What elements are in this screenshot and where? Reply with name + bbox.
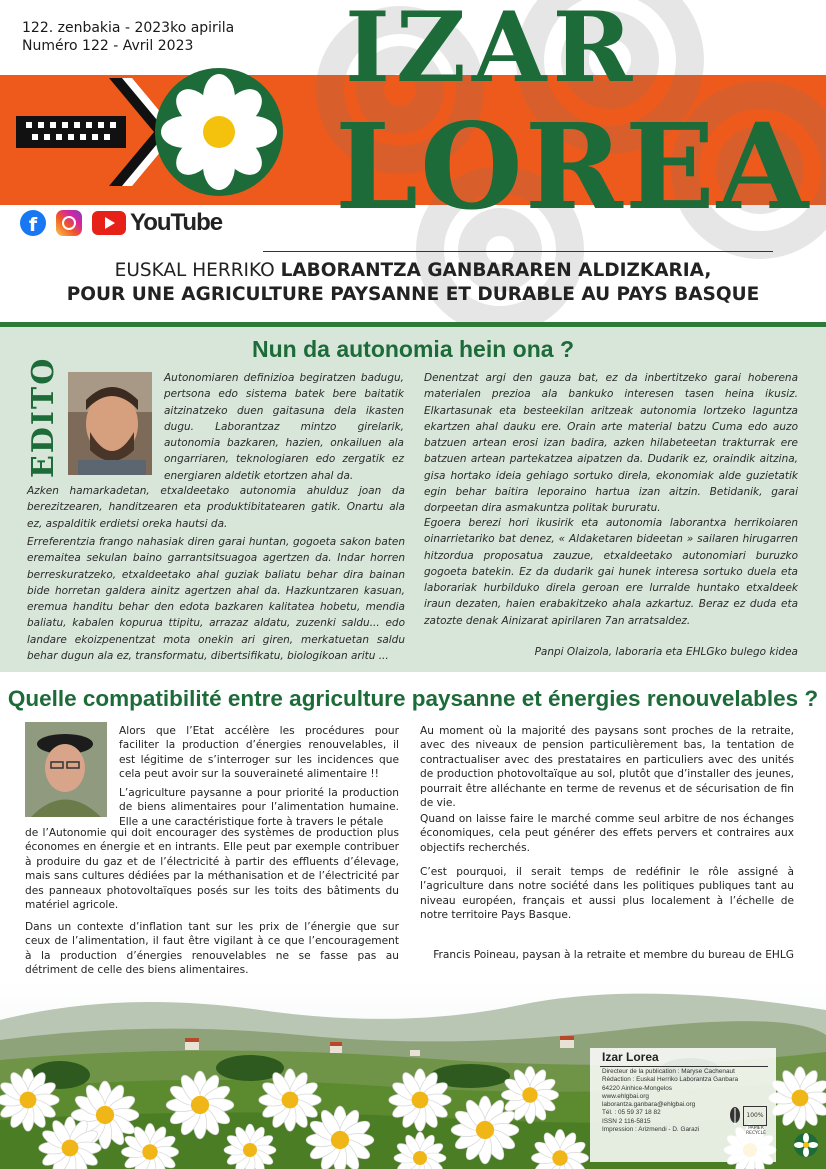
flower-icon [793,1132,819,1158]
imprint-line: 64220 Ainhice-Mongelos [602,1084,672,1092]
article-paragraph: L’agriculture paysanne a pour priorité la production de biens alimentaires pour l’alimentation humaine. Elle a une caractéristique forte à travers le pétale [119,787,399,828]
facebook-icon[interactable]: f [20,210,46,236]
author-photo-francis [25,722,107,817]
edito-label-text: EDITO [26,356,61,478]
edito-paragraph: Autonomiaren definizioa begiratzen badugu, pertsona edo sistema batek bere baitatik aitzinatzeko duen gaitasuna dela ikasten dugu. Laborantzaz mintzo girelarik, autonomia bazkaren, hazien, onkailuen ala ongarriaren, teknologiaren edo zergatik ez energiaren aldetik etortzen ahal da. [164,372,404,482]
imprint-box [590,1048,776,1162]
article-paragraph: Dans un contexte d’inflation tant sur les prix de l’énergie que sur ceux de l’alimentation, il faut être vigilant à ce que l’encouragement à la production d’énergies renouvelables ne se fasse pas au détriment de celle des biens alimentaires. [25,921,399,977]
edito-label [26,356,66,478]
masthead-title-lorea: LOREA [335,97,811,236]
imprint-line[interactable]: www.ehlgbai.org [602,1092,649,1100]
article-paragraph: Au moment où la majorité des paysans sont proches de la retraite, avec des niveaux de pension particulièrement bas, la tentation de contractualiser avec des prestataires en particuliers avec des unités de production photovoltaïque au sol, plutôt que d’installer des jeunes, pourrait être alléchante en terme de revenus et de sécurisation de fin de vie. [420,725,794,810]
masthead-title-izar: IZAR [345,0,639,104]
leaf-icon [728,1106,742,1126]
social-links [20,208,222,238]
youtube-wordmark: YouTube [130,209,223,236]
imprint-title: Izar Lorea [602,1050,659,1064]
edito-paragraph: Egoera berezi hori ikusirik eta autonomia laborantxa herrikoiaren oinarrietariko bat denez, « Aldaketaren bideetan » sailaren hirugarren hitzordua proposatua zauzue, etxaldeetako autonomiari buruzko gogoeta batekin. Ez da dudarik gai hunek interesa sortuko duela eta laborariak hurbilduko direla geroan ere lurralde huntako etxaldeek iraun dezaten, haien erabakitzeko ahala azkartuz. Beraz ez duda eta zatozte denak Ainizarat apirilaren 7an arratsaldez. [424,517,798,627]
edito-paragraph: Denentzat argi den gauza bat, ez da inbertitzeko garai hoberena materialen prezioa ala bankuko interesen tasen heina ikusiz. Elkartasunak eta besteekilan aritzeak autonomia lortzeko laguntza ekartzen ahal dauku ere. Orain arte material batzu Cuma edo auzo batzuen artean erosi izan badira, azken hilabeteetan trakturrak ere batzuen artean partekatzea aipatzen da. Dudarik ez, oraindik aitzina, gisa hortako ideia gehiago sortuko direla, ekonomiak alde guzietatik egin behar baitira leporaino hartua izan aitzin. Betidanik, garai dorpeetan dira asmakuntza politak bururatu. [424,372,798,515]
imprint-divider [600,1066,768,1067]
issue-number-basque: 122. zenbakia - 2023ko apirila [22,20,235,36]
article-paragraph: de l’Autonomie qui doit encourager des systèmes de production plus économes en énergie et en intrants. Elle peut par exemple contribuer à produire du gaz et de l’électricité à partir des effluents d’élevage, mais sans cultures dédiées par la méthanisation et de l’électricité par des panneaux photovoltaïques posés sur les toits des bâtiments du matériel agricole. [25,827,399,912]
subtitle-basque-bold: LABORANTZA GANBARAREN ALDIZKARIA, [280,260,712,281]
imprint-line[interactable]: laborantza.ganbara@ehlgbai.org [602,1101,696,1109]
subtitle-basque-light: EUSKAL HERRIKO [114,260,281,281]
edito-paragraph: Erreferentzia frango nahasiak diren garai huntan, gogoeta sakon baten eremaitea sekulan baino garrantsitsuagoa agertzen da. Indar horren berreskuratzeko, etxaldeetako ahal guziak baliatu behar dira bainan bide horretan galdera ainitz agertzen ahal da. Hazkuntzaren kasuan, eremua handitu behar den edota bazkaren kalitatea hobetu, mendia baliatu, kabalen kopurua ttipitu, arrazaz aldatu, zuzenki saldu... edo landare ekoizpenentzat mota onekin ari giren, merkatuetan saldu behar dugun ala ez, transformatu, dibertsifikatu, biologikoan aritu ... [27,536,405,663]
imprint-line: Tél. : 05 59 37 18 82 [602,1109,661,1117]
arrow-flower-logo-icon [14,58,284,208]
imprint-line: Directeur de la publication : Maryse Cachenaut [602,1068,735,1075]
article-signature: Francis Poineau, paysan à la retraite et membre du bureau de EHLG [433,949,794,961]
header-divider [263,251,773,252]
edito-paragraph: Azken hamarkadetan, etxaldeetako autonomia ahulduz joan da berezitzearen, handitzearen eta produktibitatearen gatik. Onartu ala ez, aspalditik erdietsi oreka hautsi da. [27,485,405,530]
youtube-play-icon [92,211,126,235]
imprint-line: Rédaction : Euskal Herriko Laborantza Ganbara [602,1076,739,1084]
instagram-icon[interactable] [56,210,82,236]
youtube-link[interactable] [92,209,222,237]
article-title: Quelle compatibilité entre agriculture paysanne et énergies renouvelables ? [7,686,819,711]
recycled-paper-caption: PAPIER RECYCLÉ [745,1126,767,1136]
issue-number-french: Numéro 122 - Avril 2023 [22,38,194,54]
article-paragraph: C’est pourquoi, il serait temps de redéfinir le rôle assigné à l’agriculture dans notre société dans les politiques publiques tant au niveau européen, français et aussi plus localement à l’échelle de notre territoire Pays Basque. [420,866,794,922]
edito-title: Nun da autonomia hein ona ? [252,336,574,362]
imprint-line: ISSN 2 116-5815 [602,1117,651,1125]
article-paragraph: Quand on laisse faire le marché comme seul arbitre de nos échanges économiques, cela peut générer des effets pervers et contraires aux objectifs recherchés. [420,813,794,854]
article-paragraph: Alors que l’Etat accélère les procédures pour faciliter la production d’énergies renouvelables, il est légitime de s’interroger sur les incidences que cela peut avoir sur la souveraineté alimentaire !! [119,725,399,781]
subtitle-basque [0,260,826,281]
author-photo-panpi [68,372,152,475]
imprint-line: Impression : Arizmendi - D. Garazi [602,1126,700,1134]
subtitle-french: POUR UNE AGRICULTURE PAYSANNE ET DURABLE AU PAYS BASQUE [66,284,760,305]
edito-signature: Panpi Olaizola, laboraria eta EHLGko bulego kidea [534,646,798,658]
recycled-paper-badge: 100% [743,1106,767,1126]
